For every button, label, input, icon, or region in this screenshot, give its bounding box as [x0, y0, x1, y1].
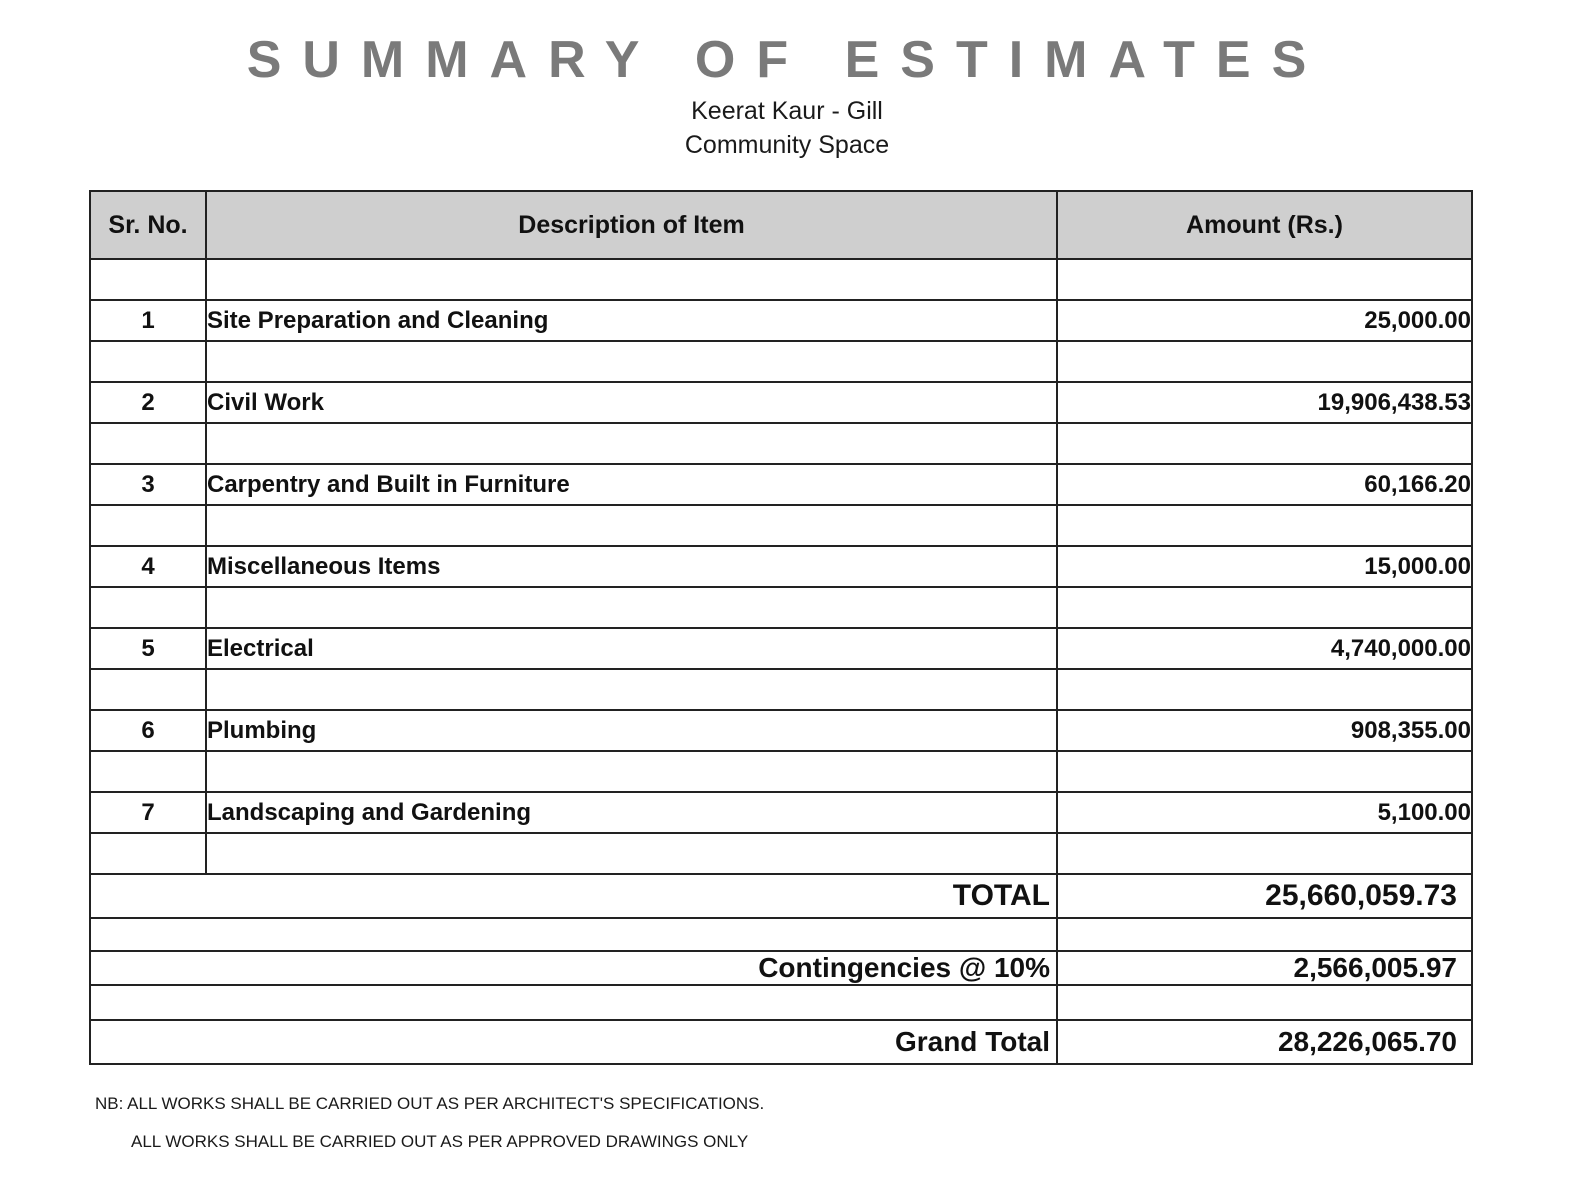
item-amount: 5,100.00	[1057, 792, 1472, 833]
total-amount: 25,660,059.73	[1057, 874, 1472, 918]
client-name: Keerat Kaur - Gill	[691, 97, 883, 125]
item-sr-no: 4	[90, 546, 206, 587]
item-description: Electrical	[206, 628, 1057, 669]
total-label: TOTAL	[90, 874, 1057, 918]
table-row	[90, 546, 1472, 587]
item-sr-no: 3	[90, 464, 206, 505]
item-description: Landscaping and Gardening	[206, 792, 1057, 833]
contingencies-label: Contingencies @ 10%	[90, 951, 1057, 985]
table-row	[90, 382, 1472, 423]
item-amount: 60,166.20	[1057, 464, 1472, 505]
item-sr-no: 6	[90, 710, 206, 751]
spacer-row	[90, 918, 1472, 951]
item-description: Plumbing	[206, 710, 1057, 751]
column-header-amount: Amount (Rs.)	[1057, 191, 1472, 259]
item-sr-no: 1	[90, 300, 206, 341]
spacer-row	[90, 259, 1472, 300]
table-row	[90, 300, 1472, 341]
grand-total-amount: 28,226,065.70	[1057, 1020, 1472, 1064]
item-amount: 15,000.00	[1057, 546, 1472, 587]
table-row	[90, 464, 1472, 505]
item-sr-no: 5	[90, 628, 206, 669]
table-row	[90, 792, 1472, 833]
table-header-row	[90, 191, 1472, 259]
estimate-table	[89, 190, 1473, 1065]
table-row	[90, 710, 1472, 751]
table-row	[90, 628, 1472, 669]
project-name: Community Space	[684, 131, 890, 159]
item-description: Miscellaneous Items	[206, 546, 1057, 587]
item-description: Carpentry and Built in Furniture	[206, 464, 1057, 505]
contingencies-amount: 2,566,005.97	[1057, 951, 1472, 985]
item-description: Site Preparation and Cleaning	[206, 300, 1057, 341]
contingencies-row	[90, 951, 1472, 985]
item-sr-no: 7	[90, 792, 206, 833]
note-architect-specifications: NB: ALL WORKS SHALL BE CARRIED OUT AS PER ARCHITECT'S SPECIFICATIONS.	[95, 1094, 765, 1113]
item-amount: 19,906,438.53	[1057, 382, 1472, 423]
item-sr-no: 2	[90, 382, 206, 423]
grand-total-label: Grand Total	[90, 1020, 1057, 1064]
item-amount: 4,740,000.00	[1057, 628, 1472, 669]
total-row	[90, 874, 1472, 918]
item-amount: 908,355.00	[1057, 710, 1472, 751]
note-approved-drawings: ALL WORKS SHALL BE CARRIED OUT AS PER APPROVED DRAWINGS ONLY	[131, 1132, 749, 1151]
spacer-row	[90, 669, 1472, 710]
spacer-row	[90, 833, 1472, 874]
spacer-row	[90, 423, 1472, 464]
spacer-row	[90, 505, 1472, 546]
grand-total-row	[90, 1020, 1472, 1064]
item-amount: 25,000.00	[1057, 300, 1472, 341]
spacer-row	[90, 587, 1472, 628]
spacer-row	[90, 751, 1472, 792]
column-header-description: Description of Item	[206, 191, 1057, 259]
document-title: SUMMARY OF ESTIMATES	[246, 31, 1328, 89]
column-header-sr-no: Sr. No.	[90, 191, 206, 259]
spacer-row	[90, 341, 1472, 382]
spacer-row	[90, 985, 1472, 1020]
item-description: Civil Work	[206, 382, 1057, 423]
